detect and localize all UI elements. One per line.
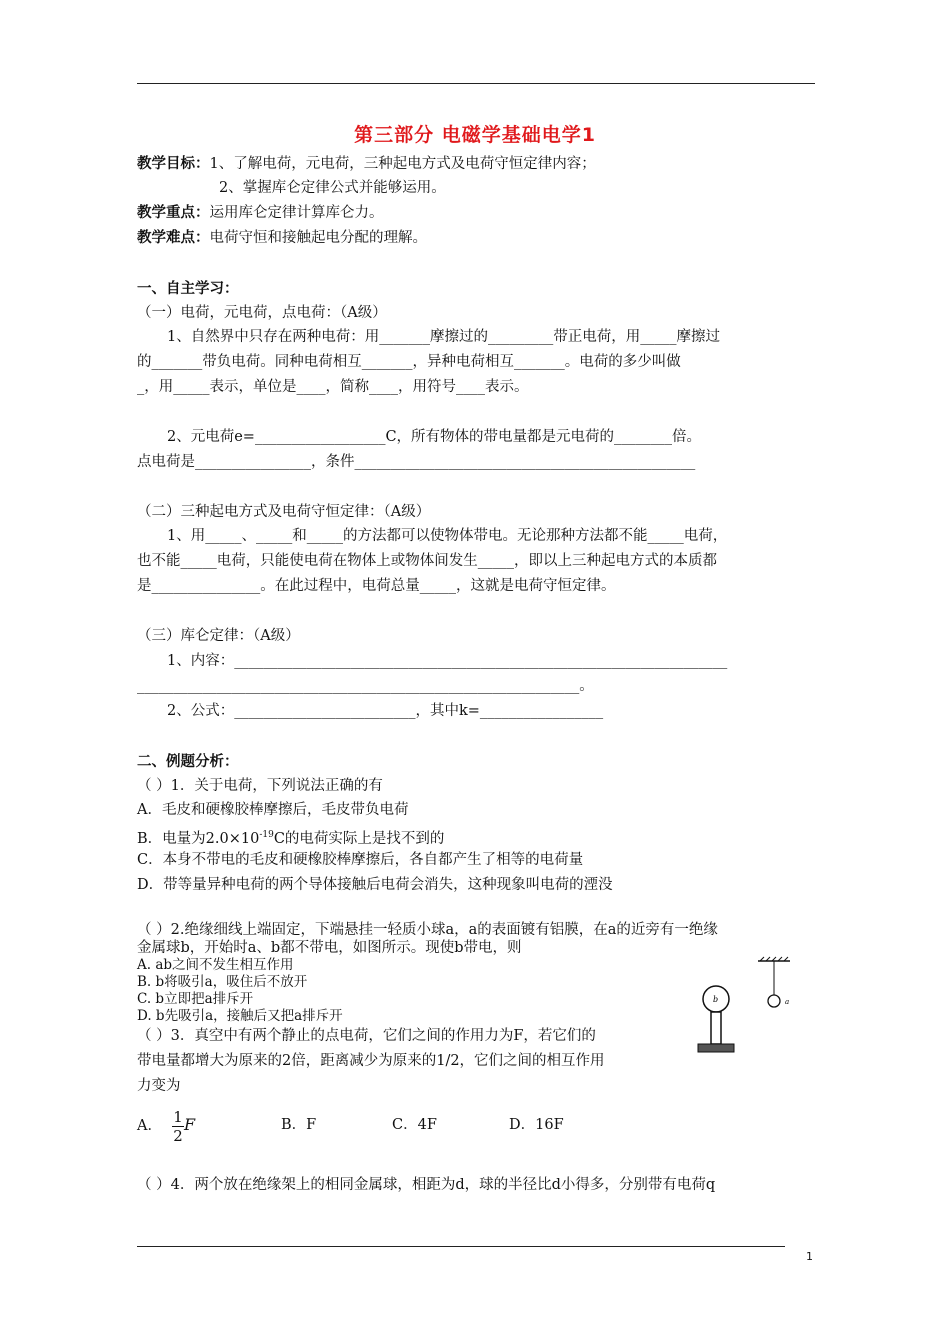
ball-a-label: a xyxy=(785,998,790,1006)
sub3-line-1: 1、内容：____________________________________________________________________ xyxy=(167,653,728,669)
sub3-heading: （三）库仑定律：（A级） xyxy=(137,628,300,644)
q3-option-d: D．16F xyxy=(509,1117,564,1133)
q3-option-b: B．F xyxy=(281,1117,317,1133)
objectives-label: 教学目标： xyxy=(137,156,210,172)
pendulum-figure xyxy=(686,955,816,1065)
sub3-line-2: _____________________________________________________________。 xyxy=(137,678,594,694)
q2-option-a: A. ab之间不发生相互作用 xyxy=(137,957,294,973)
q3-option-a-f: F xyxy=(183,1115,196,1134)
page-number: 1 xyxy=(806,1250,813,1263)
difficulty-text: 电荷守恒和接触起电分配的理解。 xyxy=(209,230,427,246)
q2-option-d: D. b先吸引a，接触后又把a排斥开 xyxy=(137,1008,343,1024)
sub1-q1-line-3: _，用_____表示，单位是____，简称____，用符号____表示。 xyxy=(137,379,529,395)
q1-option-b-exponent: -19 xyxy=(259,830,274,840)
section1-heading: 一、自主学习： xyxy=(137,281,239,297)
footer-rule xyxy=(137,1246,785,1247)
sub2-line-1: 1、用_____、_____和_____的方法都可以使物体带电。无论那种方法都不能_____电荷， xyxy=(167,528,728,544)
insulating-stand xyxy=(711,1012,721,1044)
keypoint-label: 教学重点： xyxy=(137,205,210,221)
q2-option-b: B. b将吸引a，吸住后不放开 xyxy=(137,974,308,990)
difficulty-label: 教学难点： xyxy=(137,230,210,246)
difficulty-line xyxy=(137,228,427,248)
keypoint-text: 运用库仑定律计算库仑力。 xyxy=(209,205,384,221)
q3-option-c: C．4F xyxy=(392,1117,437,1133)
q1-option-b-post: C的电荷实际上是找不到的 xyxy=(273,830,445,847)
keypoint-line xyxy=(137,203,384,223)
q2-stem-1: （ ）2.绝缘细线上端固定，下端悬挂一轻质小球a，a的表面镀有铝膜，在a的近旁有一绝缘 xyxy=(137,922,718,938)
fraction-one-half xyxy=(172,1109,184,1144)
ball-a xyxy=(768,995,780,1007)
sub2-heading: （二）三种起电方式及电荷守恒定律：（A级） xyxy=(137,504,431,520)
sub1-q1-line-2: 的_______带负电荷。同种电荷相互_______，异种电荷相互_______。电荷的多少叫做 xyxy=(137,354,681,370)
objectives-text-1: 1、了解电荷，元电荷，三种起电方式及电荷守恒定律内容； xyxy=(209,156,596,172)
sub3-line-3: 2、公式：_________________________，其中k=_________________ xyxy=(167,703,604,719)
q1-option-c: C．本身不带电的毛皮和硬橡胶棒摩擦后，各自都产生了相等的电荷量 xyxy=(137,852,584,868)
q3-line-2: 带电量都增大为原来的2倍，距离减少为原来的1/2，它们之间的相互作用 xyxy=(137,1053,605,1069)
page-title: 第三部分 电磁学基础电学1 xyxy=(354,124,596,146)
stand-base xyxy=(698,1044,734,1052)
objectives-line-1 xyxy=(137,154,596,174)
header-rule xyxy=(137,83,815,84)
sub1-q2-line-2: 点电荷是________________，条件_______________________________________________ xyxy=(137,454,696,470)
q4-line-1: （ ）4．两个放在绝缘架上的相同金属球，相距为d，球的半径比d小得多，分别带有电荷q xyxy=(137,1177,716,1193)
fraction-numerator: 1 xyxy=(173,1107,183,1126)
ball-b-label: b xyxy=(713,995,719,1004)
q3-line-3: 力变为 xyxy=(137,1078,181,1094)
q1-option-b-pre: B．电量为2.0×10 xyxy=(137,830,260,847)
q1-stem: （ ）1．关于电荷，下列说法正确的有 xyxy=(137,778,383,794)
q1-option-b xyxy=(137,825,444,849)
sub1-q2-line-1: 2、元电荷e=__________________C，所有物体的带电量都是元电荷的________倍。 xyxy=(167,429,702,445)
q2-option-c: C. b立即把a排斥开 xyxy=(137,991,254,1007)
sub2-line-3: 是_______________。在此过程中，电荷总量_____，这就是电荷守恒定律。 xyxy=(137,578,616,594)
fraction-denominator: 2 xyxy=(173,1126,183,1145)
q3-option-a xyxy=(137,1108,195,1144)
sub1-q1-line-1: 1、自然界中只存在两种电荷：用_______摩擦过的_________带正电荷，用_____摩擦过 xyxy=(167,329,720,345)
q3-option-a-label: A． xyxy=(137,1118,162,1134)
objectives-line-2: 2、掌握库仑定律公式并能够运用。 xyxy=(219,180,446,196)
section2-heading: 二、例题分析： xyxy=(137,754,239,770)
q1-option-d: D．带等量异种电荷的两个导体接触后电荷会消失，这种现象叫电荷的湮没 xyxy=(137,877,613,893)
q2-stem-2: 金属球b，开始时a、b都不带电，如图所示。现使b带电，则 xyxy=(137,940,522,956)
q3-line-1: （ ）3．真空中有两个静止的点电荷，它们之间的作用力为F，若它们的 xyxy=(137,1028,596,1044)
q1-option-a: A．毛皮和硬橡胶棒摩擦后，毛皮带负电荷 xyxy=(137,802,409,818)
sub2-line-2: 也不能_____电荷，只能使电荷在物体上或物体间发生_____，即以上三种起电方式的本质都 xyxy=(137,553,717,569)
sub1-heading: （一）电荷，元电荷，点电荷：（A级） xyxy=(137,305,387,321)
